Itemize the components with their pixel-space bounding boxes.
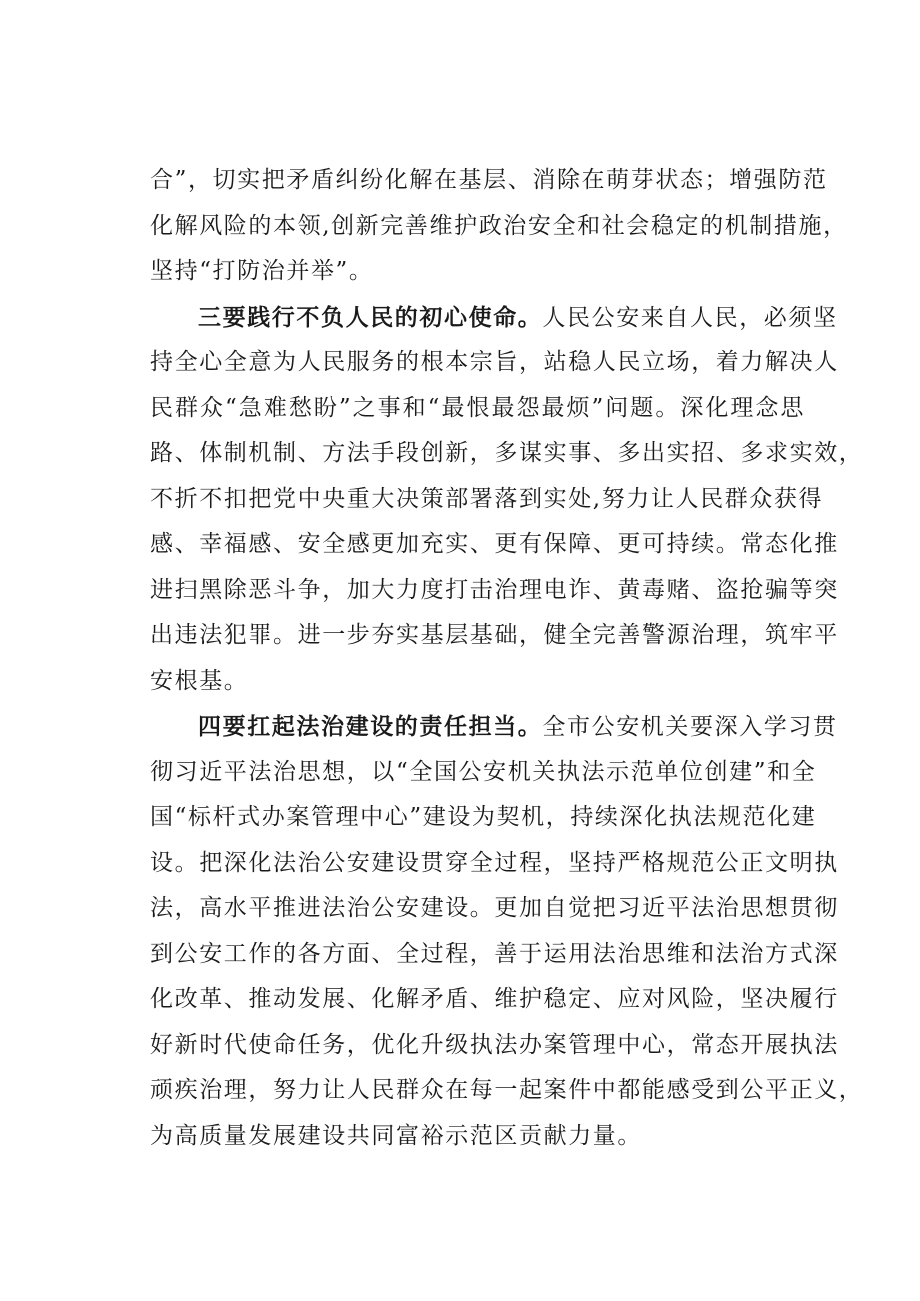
text-line: 到公安工作的各方面、全过程，善于运用法治思维和法治方式深 <box>150 940 839 967</box>
paragraph-heading: 四要扛起法治建设的责任担当。 <box>198 713 543 740</box>
document-body <box>150 158 864 1159</box>
text-line: 路、体制机制、方法手段创新，多谋实事、多出实招、多求实效， <box>150 440 864 466</box>
text-line: 化改革、推动发展、化解矛盾、维护稳定、应对风险，坚决履行 <box>150 986 839 1012</box>
text-line: 合”，切实把矛盾纠纷化解在基层、消除在萌芽状态；增强防范 <box>150 167 828 193</box>
text-line-first <box>150 704 838 750</box>
text-line: 国“标杆式办案管理中心”建设为契机，持续深化执法规范化建 <box>150 804 817 830</box>
text-line: 好新时代使命任务，优化升级执法办案管理中心，常态开展执法 <box>150 1031 839 1058</box>
text-span: 全市公安机关要深入学习贯 <box>542 714 838 740</box>
paragraph-continuation <box>150 158 848 295</box>
text-line: 安根基。 <box>150 667 249 694</box>
paragraph-heading: 三要践行不负人民的初心使命。 <box>198 303 543 331</box>
text-line: 民群众“急难愁盼”之事和“最恨最怨最烦”问题。深化理念思 <box>150 394 805 421</box>
text-line: 顽疾治理，努力让人民群众在每一起案件中都能感受到公平正义， <box>150 1077 864 1103</box>
text-line: 为高质量发展建设共同富裕示范区贡献力量。 <box>150 1122 642 1149</box>
text-line: 感、幸福感、安全感更加充实、更有保障、更可持续。常态化推 <box>150 531 839 557</box>
text-span: 人民公安来自人民，必须坚 <box>542 304 838 331</box>
text-line: 彻习近平法治思想，以“全国公安机关执法示范单位创建”和全 <box>150 758 817 785</box>
paragraph-four <box>150 704 864 1159</box>
text-line-first <box>150 295 838 341</box>
text-line: 坚持“打防治并举”。 <box>150 258 374 284</box>
text-line: 设。把深化法治公安建设贯穿全过程，坚持严格规范公正文明执 <box>150 849 839 876</box>
text-line: 不折不扣把党中央重大决策部署落到实处,努力让人民群众获得 <box>150 485 824 512</box>
paragraph-three <box>150 295 864 705</box>
text-line: 法，高水平推进法治公安建设。更加自觉把习近平法治思想贯彻 <box>150 895 839 921</box>
text-line: 化解风险的本领,创新完善维护政治安全和社会稳定的机制措施， <box>150 212 848 239</box>
text-line: 持全心全意为人民服务的根本宗旨，站稳人民立场，着力解决人 <box>150 349 839 375</box>
text-line: 出违法犯罪。进一步夯实基层基础，健全完善警源治理，筑牢平 <box>150 622 839 648</box>
text-line: 进扫黑除恶斗争，加大力度打击治理电诈、黄毒赌、盗抢骗等突 <box>150 576 839 603</box>
